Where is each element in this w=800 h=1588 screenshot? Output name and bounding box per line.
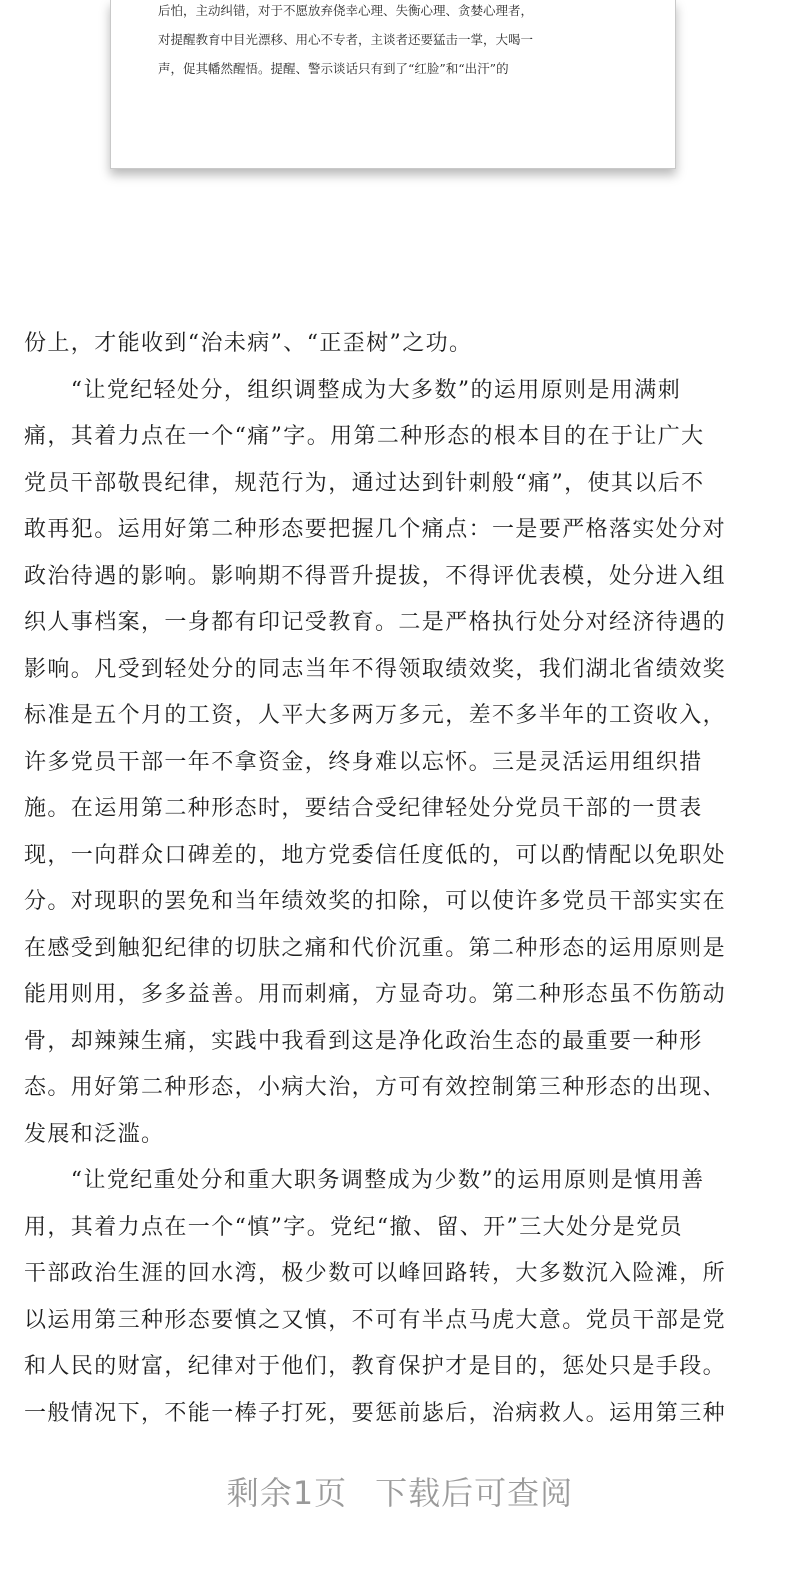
remaining-pages-label: 剩余1页	[226, 1474, 348, 1512]
body-line: “让党纪重处分和重大职务调整成为少数”的运用原则是慎用善	[24, 1168, 705, 1193]
download-to-view-label: 下载后可查阅	[375, 1474, 574, 1512]
body-line: 以运用第三种形态要慎之又慎，不可有半点马虎大意。党员干部是党	[24, 1307, 727, 1333]
body-line: 现，一向群众口碑差的，地方党委信任度低的，可以酌情配以免职处	[24, 842, 727, 868]
body-line: 痛，其着力点在一个“痛”字。用第二种形态的根本目的在于让广大	[24, 424, 705, 449]
document-body	[24, 324, 784, 1440]
body-line: 政治待遇的影响。影响期不得晋升提拔，不得评优表模，处分进入组	[24, 563, 727, 589]
body-line: 敢再犯。运用好第二种形态要把握几个痛点：一是要严格落实处分对	[24, 517, 727, 542]
download-prompt[interactable]	[0, 1468, 800, 1514]
body-line: 施。在运用第二种形态时，要结合受纪律轻处分党员干部的一贯表	[24, 796, 703, 821]
body-line: 织人事档案，一身都有印记受教育。二是严格执行处分对经济待遇的	[24, 610, 727, 635]
page-preview-text	[158, 0, 648, 83]
body-line: 一般情况下，不能一棒子打死，要惩前毖后，治病救人。运用第三种	[24, 1400, 727, 1426]
body-line: 用，其着力点在一个“慎”字。党纪“撤、留、开”三大处分是党员	[24, 1214, 683, 1240]
body-line: 标准是五个月的工资，人平大多两万多元，差不多半年的工资收入，	[24, 703, 727, 728]
body-line: 许多党员干部一年不拿资金，终身难以忘怀。三是灵活运用组织措	[24, 749, 703, 775]
body-line: 影响。凡受到轻处分的同志当年不得领取绩效奖，我们湖北省绩效奖	[24, 656, 727, 682]
body-line: 党员干部敬畏纪律，规范行为，通过达到针刺般“痛”，使其以后不	[24, 470, 705, 496]
body-line: 和人民的财富，纪律对于他们，教育保护才是目的，惩处只是手段。	[24, 1354, 727, 1379]
body-line: 干部政治生涯的回水湾，极少数可以峰回路转，大多数沉入险滩，所	[24, 1261, 727, 1286]
preview-line: 后怕，主动纠错，对于不愿放弃侥幸心理、失衡心理、贪婪心理者，	[158, 3, 534, 18]
body-line: 在感受到触犯纪律的切肤之痛和代价沉重。第二种形态的运用原则是	[24, 935, 727, 961]
preview-line: 对提醒教育中目光漂移、用心不专者，主谈者还要猛击一掌，大喝一	[158, 32, 534, 47]
body-line: 骨，却辣辣生痛，实践中我看到这是净化政治生态的最重要一种形	[24, 1028, 703, 1054]
body-line: 份上，才能收到“治未病”、“正歪树”之功。	[24, 331, 473, 356]
body-line: 能用则用，多多益善。用而刺痛，方显奇功。第二种形态虽不伤筋动	[24, 982, 727, 1007]
body-line: 发展和泛滥。	[24, 1121, 165, 1147]
body-line: “让党纪轻处分，组织调整成为大多数”的运用原则是用满刺	[24, 377, 682, 403]
preview-line: 声，促其幡然醒悟。提醒、警示谈话只有到了“红脸”和“出汗”的	[158, 61, 509, 76]
body-line: 分。对现职的罢免和当年绩效奖的扣除，可以使许多党员干部实实在	[24, 889, 727, 914]
body-line: 态。用好第二种形态，小病大治，方可有效控制第三种形态的出现、	[24, 1075, 727, 1100]
